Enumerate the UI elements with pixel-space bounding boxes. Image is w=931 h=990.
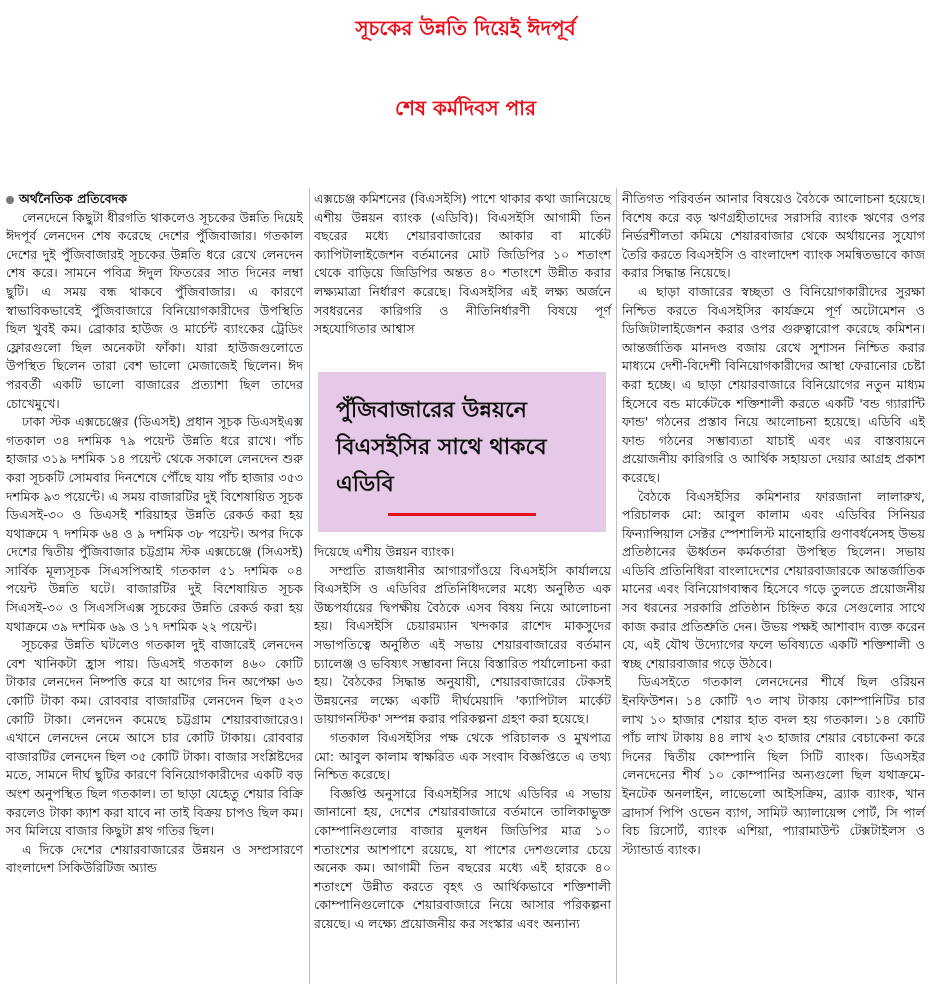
paragraph: এ ছাড়া বাজারের স্বচ্ছতা ও বিনিয়োগকারীদের সুরক্ষা নিশ্চিত করতে বিএসইসির কার্যক্রমে পূর্ণ অটোমেশন ও ডিজিটালাইজেশন করার ওপর গুরুত্বারোপ করেছে কমিশন। আন্তর্জাতিক মানদণ্ড বজায় রেখে সুশাসন নিশ্চিত করার মাধ্যমে দেশী-বিদেশী বিনিয়োগকারীদের আস্থা ফেরানোর চেষ্টা করা হচ্ছে। এ ছাড়া শেয়ারবাজারে বিনিয়োগের নতুন মাধ্যম হিসেবে বন্ড মার্কেটকে শক্তিশালী করতে একটি 'বন্ড গ্যারান্টি ফান্ড' গঠনের প্রস্তাব নিয়ে আলোচনা হয়েছে। এডিবি এই ফান্ড গঠনের সম্ভাব্যতা যাচাই এবং এর বাস্তবায়নে প্রয়োজনীয় কারিগরি ও আর্থিক সহায়তা দেয়ার আগ্রহ প্রকাশ করেছে। (622, 283, 925, 485)
pull-quote-underline (388, 513, 536, 516)
article-column-2-top (314, 190, 611, 339)
paragraph: দিয়েছে এশীয় উন্নয়ন ব্যাংক। (314, 544, 455, 559)
paragraph: গতকাল বিএসইসির পক্ষ থেকে পরিচালক ও মুখপাত্র মো: আবুল কালাম স্বাক্ষরিত এক সংবাদ বিজ্ঞপ্তিতে এ তথ্য নিশ্চিত করেছে। (314, 729, 611, 783)
headline-line-1: সূচকের উন্নতি দিয়েই ঈদপূর্ব (355, 16, 576, 40)
paragraph: সূচকের উন্নতি ঘটলেও গতকাল দুই বাজারেই লেনদেন বেশ খানিকটা হ্রাস পায়। ডিএসই গতকাল ৪৬০ কোটি টাকার লেনদেন নিষ্পত্তি করে যা আগের দিন অপেক্ষা ৬৩ কোটি টাকা কম। রোববার বাজারটির লেনদেন ছিল ৫২৩ কোটি টাকা। লেনদেন কমেছে চট্টগ্রাম শেয়ারবাজারেও। এখানে লেনদেন নেমে আসে চার কোটি টাকায়। রোববার বাজারটির লেনদেন ছিল ৩৫ কোটি টাকা। বাজার সংশ্লিষ্টদের মতে, সামনে দীর্ঘ ছুটির কারণে বিনিয়োগকারীদের একটি বড় অংশ অনুপস্থিত ছিল গতকাল। তা ছাড়া যেহেতু শেয়ার বিক্রি করলেও টাকা ক্যাশ করা যাবে না তাই বিক্রয় চাপও ছিল কম। সব মিলিয়ে বাজার কিছুটা শ্লথ গতির ছিল। (6, 637, 303, 839)
paragraph: নীতিগত পরিবর্তন আনার বিষয়েও বৈঠকে আলোচনা হয়েছে। বিশেষ করে বড় ঋণগ্রহীতাদের সরাসরি ব্যাংক ঋণের ওপর নির্ভরশীলতা কমিয়ে শেয়ারবাজার থেকে অর্থায়নের সুযোগ তৈরি করতে বিএসইসি ও বাংলাদেশ ব্যাংক সমন্বিতভাবে কাজ করার সিদ্ধান্ত নিয়েছে। (622, 191, 925, 281)
headline-line-2: শেষ কর্মদিবস পার (395, 96, 536, 120)
column-divider (309, 188, 310, 984)
paragraph: লেনদেনে কিছুটা ধীরগতি থাকলেও সূচকের উন্নতি দিয়েই ঈদপূর্ব লেনদেন শেষ করেছে দেশের পুঁজিবাজার। গতকাল দেশের দুই পুঁজিবাজারই সূচকের উন্নতি ধরে রেখে লেনদেন শেষ করে। সামনে পবিত্র ঈদুল ফিতরের সাত দিনের লম্বা ছুটি। এ সময় বন্ধ থাকবে পুঁজিবাজার। এ কারণে স্বাভাবিকভাবেই পুঁজিবাজারে বিনিয়োগকারীদের উপস্থিতি ছিল খুবই কম। ব্রোকার হাউজ ও মার্চেন্ট ব্যাংকের ট্রেডিং ফ্লোরগুলো ছিল অনেকটা ফাঁকা। যারা হাউজগুলোতে উপস্থিত ছিলেন তারা বেশ ভালো মেজাজেই ছিলেন। ঈদ পরবর্তী একটি ভালো বাজারের প্রত্যাশা ছিল তাদের চোখেমুখে। (6, 209, 303, 411)
column-divider (616, 188, 617, 984)
bullet-icon (6, 196, 14, 204)
byline: অর্থনৈতিক প্রতিবেদক (6, 190, 303, 209)
pull-quote-text: পুঁজিবাজারের উন্নয়নে বিএসইসির সাথে থাকবে এডিবি (336, 398, 547, 497)
paragraph: বৈঠকে বিএসইসির কমিশনার ফারজানা লালারুখ, পরিচালক মো: আবুল কালাম এবং এডিবির সিনিয়র ফিন্যান্সিয়াল সেক্টর স্পেশালিস্ট মানোহারি গুণাবর্ধনেসহ উভয় প্রতিষ্ঠানের ঊর্ধ্বতন কর্মকর্তারা উপস্থিত ছিলেন। সভায় এডিবি প্রতিনিধিরা বাংলাদেশের শেয়ারবাজারকে আন্তর্জাতিক মানের এবং বিনিয়োগবান্ধব হিসেবে গড়ে তুলতে প্রয়োজনীয় সব ধরনের সরকারি প্রতিষ্ঠান চিহ্নিত করে সেগুলোর সাথে কাজ করার প্রতিশ্রুতি দেন। উভয় পক্ষই আশাবাদ ব্যক্ত করেন যে, এই যৌথ উদ্যোগের ফলে ভবিষ্যতে একটি শক্তিশালী ও স্বচ্ছ শেয়ারবাজার গড়ে উঠবে। (622, 488, 925, 671)
article-column-2-bottom (314, 543, 611, 933)
paragraph: এ দিকে দেশের শেয়ারবাজারের উন্নয়ন ও সম্প্রসারণে বাংলাদেশ সিকিউরিটিজ অ্যান্ড (6, 841, 303, 876)
paragraph: বিজ্ঞপ্তি অনুসারে বিএসইসির সাথে এডিবির এ সভায় জানানো হয়, দেশের শেয়ারবাজারে বর্তমানে তালিকাভুক্ত কোম্পানিগুলোর বাজার মূলধন জিডিপির মাত্র ১০ শতাংশের আশপাশে রয়েছে, যা পাশের দেশগুলোর চেয়ে অনেক কম। আগামী তিন বছরের মধ্যে এই হারকে ৪০ শতাংশে উন্নীত করতে বৃহৎ ও আর্থিকভাবে শক্তিশালী কোম্পানিগুলোকে শেয়ারবাজারে নিয়ে আসার পরিকল্পনা রয়েছে। এ লক্ষ্যে প্রয়োজনীয় কর সংস্কার এবং অন্যান্য (314, 785, 611, 931)
article-column-3 (622, 190, 925, 859)
paragraph: ঢাকা স্টক এক্সচেঞ্জের (ডিএসই) প্রধান সূচক ডিএসইএক্স গতকাল ৩৪ দশমিক ৭৯ পয়েন্ট উন্নতি ধরে রাখে। পাঁচ হাজার ৩১৯ দশমিক ১৪ পয়েন্ট থেকে সকালে লেনদেন শুরু করা সূচকটি সোমবার দিনশেষে পৌঁছে যায় পাঁচ হাজার ৩৫৩ দশমিক ৯৩ পয়েন্টে। এ সময় বাজারটির দুই বিশেষায়িত সূচক ডিএসই-৩০ ও ডিএসই শরিয়াহর উন্নতি রেকর্ড করা হয় যথাক্রমে ৭ দশমিক ৬৪ ও ৯ দশমিক ৩৮ পয়েন্ট। অপর দিকে দেশের দ্বিতীয় পুঁজিবাজার চট্টগ্রাম স্টক এক্সচেঞ্জে (সিএসই) সার্বিক মূল্যসূচক সিএসপিআই গতকাল ৫১ দশমিক ০৪ পয়েন্ট উন্নতি ঘটে। বাজারটির দুই বিশেষায়িত সূচক সিএসই-৩০ ও সিএসসিএক্স সূচকের উন্নতি রেকর্ড করা হয় যথাক্রমে ৩৯ দশমিক ৬৯ ও ১৭ দশমিক ২২ পয়েন্ট। (6, 414, 303, 634)
pull-quote-box (318, 372, 606, 532)
paragraph: ডিএসইতে গতকাল লেনদেনের শীর্ষে ছিল ওরিয়ন ইনফিউশন। ১৪ কোটি ৭৩ লাখ টাকায় কোম্পানিটির চার লাখ ১০ হাজার শেয়ার হাত বদল হয় গতকাল। ১৪ কোটি পাঁচ লাখ টাকায় ৪৪ লাখ ২৩ হাজার শেয়ার বেচাকেনা করে দিনের দ্বিতীয় কোম্পানি ছিল সিটি ব্যাংক। ডিএসইর লেনদেনের শীর্ষ ১০ কোম্পানির অন্যগুলো ছিল যথাক্রমে- ইনটেক অনলাইন, লাভেলো আইসক্রিম, ব্র্যাক ব্যাংক, খান ব্রাদার্স পিপি ওভেন ব্যাগ, সামিট অ্যালায়েন্স পোর্ট, সি পার্ল বিচ রিসোর্ট, ব্যাংক এশিয়া, প্যারামাউন্ট টেক্সটাইলস ও স্ট্যান্ডার্ড ব্যাংক। (622, 674, 925, 857)
paragraph: এক্সচেঞ্জ কমিশনের (বিএসইসি) পাশে থাকার কথা জানিয়েছে এশীয় উন্নয়ন ব্যাংক (এডিবি)। বিএসইসি আগামী তিন বছরের মধ্যে শেয়ারবাজারের আকার বা মার্কেট ক্যাপিটালাইজেশন বর্তমানের মোট জিডিপির ১০ শতাংশ থেকে বাড়িয়ে জিডিপির অন্তত ৪০ শতাংশে উন্নীত করার লক্ষ্যমাত্রা নির্ধারণ করেছে। বিএসইসির এই লক্ষ্য অর্জনে সবধরনের কারিগরি ও নীতিনির্ধারণী বিষয়ে পূর্ণ সহযোগিতার আশ্বাস (314, 191, 611, 337)
article-column-1 (6, 190, 303, 878)
paragraph: সম্প্রতি রাজধানীর আগারগাঁওয়ে বিএসইসি কার্যালয়ে বিএসইসি ও এডিবির প্রতিনিধিদলের মধ্যে অনুষ্ঠিত এক উচ্চপর্যায়ের দ্বিপক্ষীয় বৈঠকে এসব বিষয় নিয়ে আলোচনা হয়। বিএসইসি চেয়ারম্যান খন্দকার রাশেদ মাকসুদের সভাপতিত্বে অনুষ্ঠিত এই সভায় শেয়ারবাজারের বর্তমান চ্যালেঞ্জ ও ভবিষ্যৎ সম্ভাবনা নিয়ে বিস্তারিত পর্যালোচনা করা হয়। বৈঠকের সিদ্ধান্ত অনুযায়ী, শেয়ারবাজারের টেকসই উন্নয়নের লক্ষ্যে একটি দীর্ঘমেয়াদি 'ক্যাপিটাল মার্কেট ডায়াগনস্টিক' সম্পন্ন করার পরিকল্পনা গ্রহণ করা হয়েছে। (314, 562, 611, 727)
